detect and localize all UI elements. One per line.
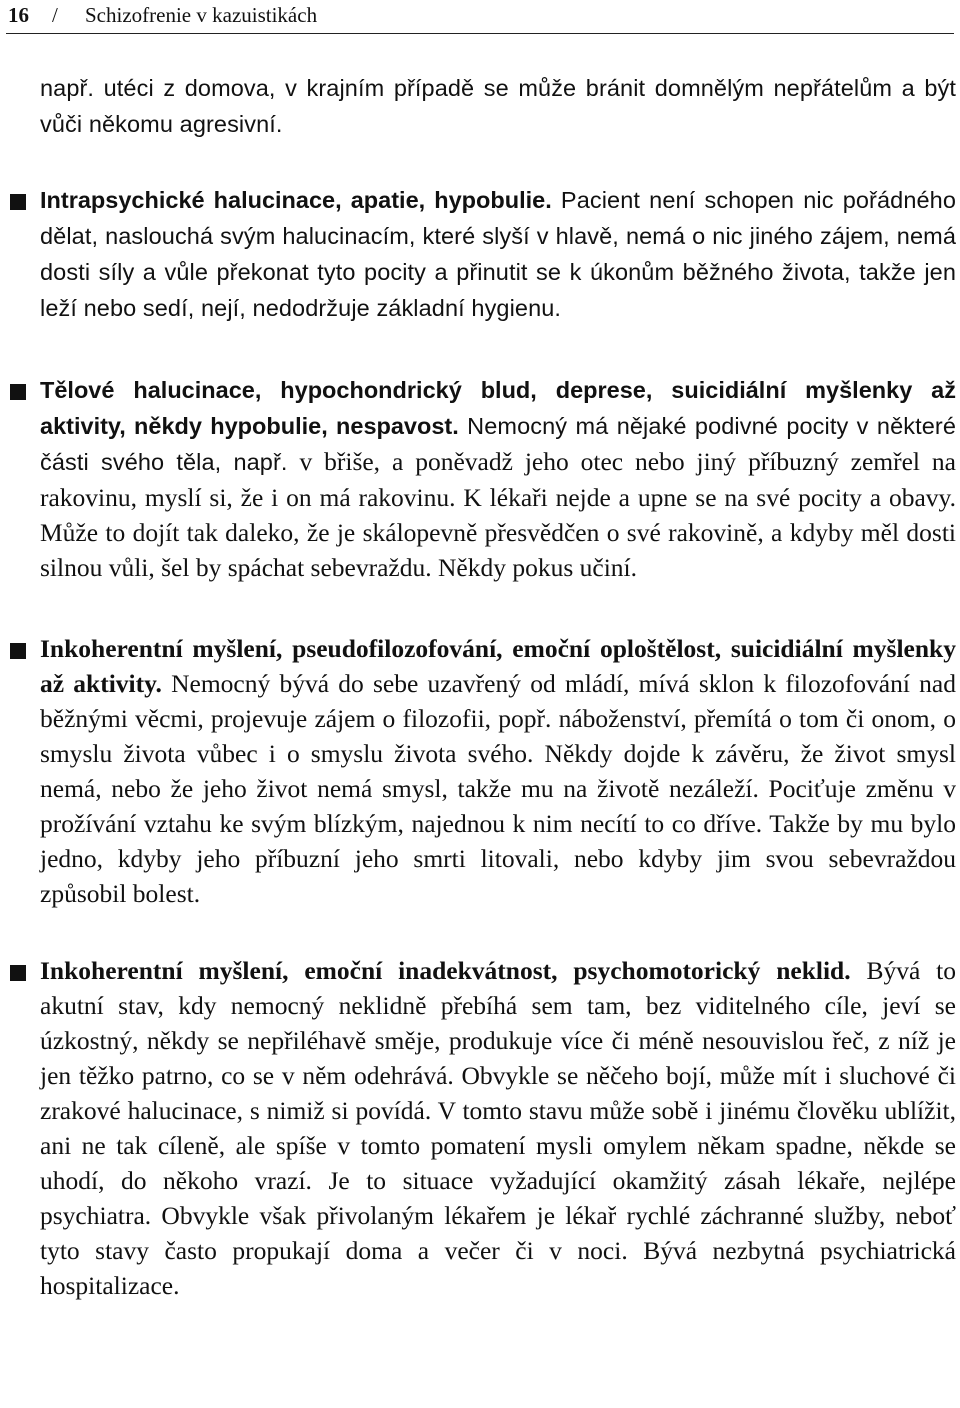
page-number: 16 [8,3,29,27]
square-bullet-icon [10,965,26,981]
square-bullet-icon [10,194,26,210]
bullet-item-pseudophilosophy [8,631,956,911]
bullet-term: Intrapsychické halucinace, apatie, hypobulie. [40,187,552,213]
paragraph-text: v břiše, a poněvadž jeho otec nebo jiný příbuzný zemřel na rakovinu, myslí si, že i on má rakovinu. K lékaři nejde a upne se na své pocity a obavy. Může to dojít tak daleko, že je skálopevně přesvědčen o své rakovině, a kdyby měl dosti silnou vůli, šel by spáchat sebevraždu. Někdy pokus učiní. [40,447,957,582]
running-title: Schizofrenie v kazuistikách [85,3,318,27]
bullet-item-intrapsychic [8,182,956,326]
page-body [8,70,956,1303]
square-bullet-icon [10,643,26,659]
paragraph-text: např. utéci z domova, v krajním případě se může bránit domnělým nepřátelům a být vůči někomu agresivní. [40,75,956,137]
bullet-term: Tělové halucinace, hypochondrický blud, deprese, suicidiální myšlenky až aktivity, někdy hypobulie, nespavost. [40,377,956,439]
paragraph-text: Nemocný bývá do sebe uzavřený od mládí, mívá sklon k filozofování nad běžnými věcmi, projevuje zájem o filozofii, popř. náboženství, přemítá o tom či onom, o smyslu života vůbec i o smyslu života svého. Někdy dojde k závěru, že život smysl nemá, nebo že jeho život nemá smysl, takže mu na životě nezáleží. Pociťuje změnu v prožívání vztahu ke svým blízkým, najednou k nim necítí to co dříve. Takže by mu bylo jedno, kdyby jeho příbuzní jeho smrti litovali, nebo kdyby jim svou sebevraždou způsobil bolest. [40,669,956,908]
paragraph-text: Bývá to akutní stav, kdy nemocný neklidně přebíhá sem tam, bez viditelného cíle, jeví se úzkostný, někdy se nepřiléhavě směje, produkuje více či méně nesouvislou řeč, z níž je jen těžko patrno, co se v něm odehrává. Obvykle se něčeho bojí, může mít i sluchové či zrakové halucinace, s nimiž si povídá. V tomto stavu může sobě i jinému člověku ublížit, ani ne tak cíleně, ale spíše v tomto pomatení mysli omylem někam spadne, někde se uhodí, do někoho vrazí. Je to situace vyžadující okamžitý zásah lékaře, nejlépe psychiatra. Obvykle však přivolaným lékařem je lékař rychlé záchranné služby, neboť tyto stavy často propukají doma a večer či v noci. Bývá nezbytná psychiatrická hospitalizace. [40,956,956,1300]
paragraph-continuation [8,70,956,142]
square-bullet-icon [10,384,26,400]
header-rule [6,33,954,34]
paragraph-text-sans: Nemocný má nějaké podivné pocity v některé části svého těla, např. [40,413,956,475]
bullet-item-psychomotor [8,953,956,1303]
paragraph-text: Pacient není schopen nic pořádného dělat, naslouchá svým halucinacím, které slyší v hlavě, nemá o nic jiného zájem, nemá dosti síly a vůle překonat tyto pocity a přinutit se k úkonům běžného života, takže jen leží nebo sedí, nejí, nedodržuje základní hygienu. [40,187,956,321]
running-header [0,0,960,36]
bullet-term: Inkoherentní myšlení, pseudofilozofování, emoční oploštělost, suicidiální myšlenky až aktivity. [40,634,956,698]
bullet-term: Inkoherentní myšlení, emoční inadekvátnost, psychomotorický neklid. [40,956,851,985]
header-separator: / [52,3,58,27]
bullet-item-body-hallucinations [8,372,956,585]
